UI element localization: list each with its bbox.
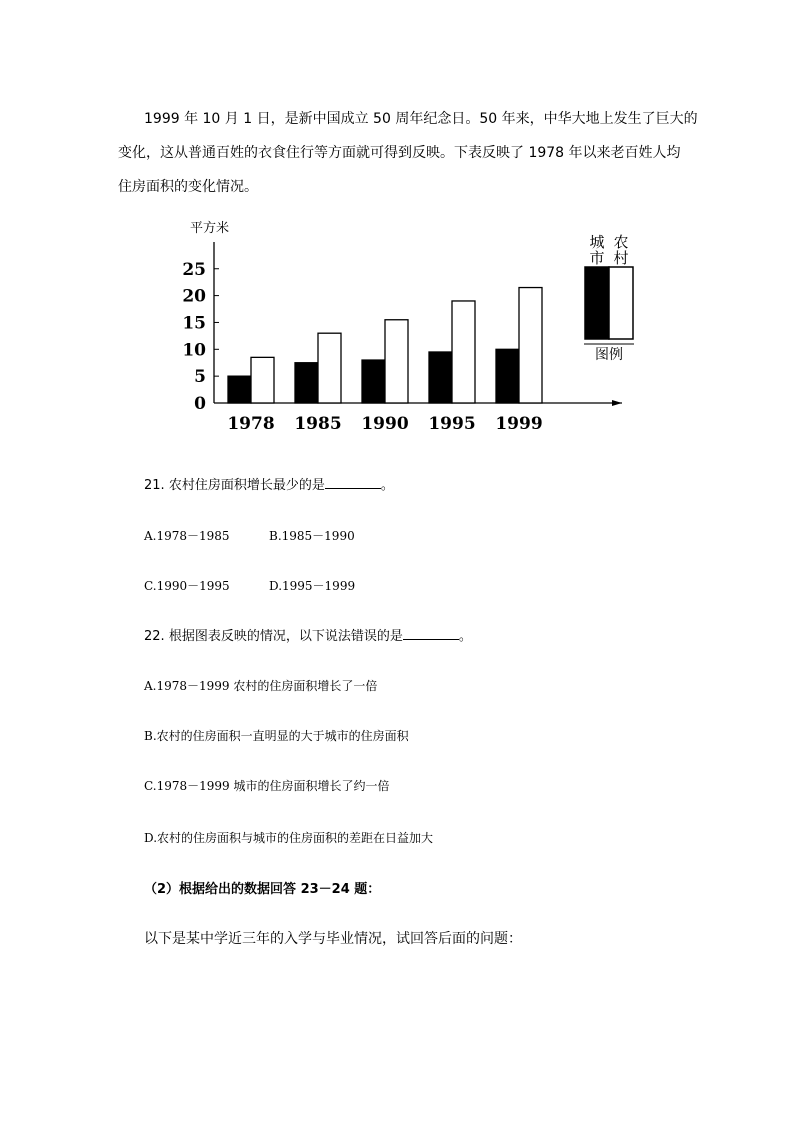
- y-tick-label: 5: [194, 367, 206, 388]
- intro-line-1: 1999 年 10 月 1 日，是新中国成立 50 周年纪念日。50 年来，中华大地上发生了巨大的: [144, 111, 698, 127]
- question-21-suffix: 。: [380, 478, 394, 493]
- bar-rural: [318, 333, 341, 403]
- section-2-heading: （2）根据给出的数据回答 23－24 题：: [144, 882, 381, 897]
- outro-text: 以下是某中学近三年的入学与毕业情况，试回答后面的问题：: [144, 931, 522, 947]
- y-tick-label: 20: [182, 286, 206, 307]
- q21-option-c: C.1990－1995: [144, 579, 230, 593]
- q21-option-a: A.1978－1985: [144, 529, 230, 543]
- bar-city: [362, 360, 385, 403]
- x-tick-label: 1985: [294, 414, 342, 434]
- x-tick-label: 1995: [428, 414, 476, 434]
- question-21: [144, 474, 394, 493]
- q22-option-a: A.1978－1999 农村的住房面积增长了一倍: [144, 679, 378, 693]
- legend-label-char: 城: [589, 233, 605, 251]
- bar-rural: [251, 357, 274, 403]
- legend-label-char: 农: [613, 233, 629, 251]
- y-tick-label: 10: [182, 340, 206, 361]
- intro-line-3: 住房面积的变化情况。: [118, 179, 258, 195]
- y-axis-label: 平方米: [190, 221, 230, 236]
- bar-city: [429, 352, 452, 403]
- bar-city: [496, 349, 519, 403]
- x-tick-label: 1999: [495, 414, 543, 434]
- legend-label-char: 村: [613, 249, 629, 267]
- bar-rural: [452, 301, 475, 403]
- x-axis-arrow: [612, 400, 622, 406]
- answer-blank-22: [403, 627, 459, 640]
- bar-city: [295, 363, 318, 403]
- question-21-text: 农村住房面积增长最少的是: [168, 478, 325, 493]
- question-22-number: 22.: [144, 629, 165, 644]
- x-tick-label: 1978: [227, 414, 275, 434]
- legend-title: 图例: [595, 347, 623, 363]
- question-22-suffix: 。: [458, 629, 472, 644]
- question-22-text: 根据图表反映的情况，以下说法错误的是: [168, 629, 403, 644]
- q22-option-b: B.农村的住房面积一直明显的大于城市的住房面积: [144, 729, 409, 743]
- y-tick-label: 15: [182, 313, 206, 334]
- legend-swatch-rural: [609, 267, 633, 339]
- q22-option-c: C.1978－1999 城市的住房面积增长了约一倍: [144, 779, 390, 793]
- bar-city: [228, 376, 251, 403]
- answer-blank-21: [325, 476, 381, 489]
- question-21-number: 21.: [144, 478, 165, 493]
- q21-option-b: B.1985－1990: [269, 529, 355, 543]
- question-22: [144, 625, 472, 644]
- housing-area-bar-chart: [170, 212, 640, 442]
- intro-line-2: 变化，这从普通百姓的衣食住行等方面就可得到反映。下表反映了 1978 年以来老百姓人均: [118, 145, 681, 161]
- x-tick-label: 1990: [361, 414, 409, 434]
- q22-option-d: D.农村的住房面积与城市的住房面积的差距在日益加大: [144, 831, 434, 845]
- y-tick-label: 0: [194, 394, 206, 414]
- y-tick-label: 25: [182, 259, 206, 280]
- q21-option-d: D.1995－1999: [269, 579, 356, 593]
- intro-paragraph: [118, 102, 698, 204]
- legend-swatch-city: [585, 267, 609, 339]
- bar-rural: [385, 320, 408, 403]
- legend-label-char: 市: [589, 249, 605, 267]
- bar-rural: [519, 288, 542, 403]
